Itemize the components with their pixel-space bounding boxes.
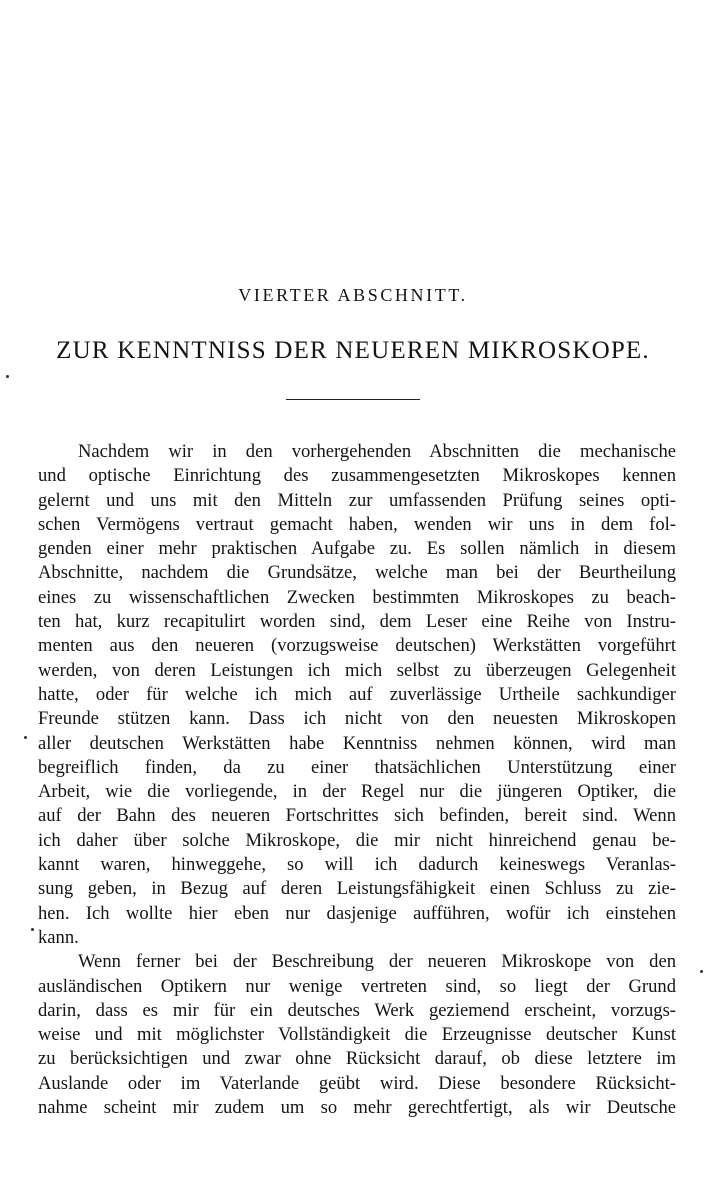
text-line: Freunde stützen kann. Dass ich nicht von den neuesten Mikroskopen [38,708,676,730]
text-line: auf der Bahn des neueren Fortschrittes sich befinden, bereit sind. Wenn [38,805,676,827]
text-line: eines zu wissenschaftlichen Zwecken bestimmten Mikroskopes zu beach- [38,586,676,608]
paragraph [38,950,676,1120]
text-line: hatte, oder für welche ich mich auf zuverlässige Urtheile sachkundiger [38,683,676,705]
text-line: aller deutschen Werkstätten habe Kenntniss nehmen können, wird man [38,732,676,754]
text-line: schen Vermögens vertraut gemacht haben, wenden wir uns in dem fol- [38,513,676,535]
text-line: Arbeit, wie die vorliegende, in der Regel nur die jüngeren Optiker, die [38,781,676,803]
scan-speck [24,736,27,739]
section-heading: VIERTER ABSCHNITT. [238,285,468,305]
scan-speck [6,375,9,378]
scan-speck [31,928,34,931]
text-line: menten aus den neueren (vorzugsweise deutschen) Werkstätten vorgeführt [38,635,676,657]
chapter-title: ZUR KENNTNISS DER NEUEREN MIKROSKOPE. [56,337,650,364]
text-line: genden einer mehr praktischen Aufgabe zu. Es sollen nämlich in diesem [38,538,676,560]
text-line: hen. Ich wollte hier eben nur dasjenige aufführen, wofür ich einstehen [38,902,676,924]
text-line: Auslande oder im Vaterlande geübt wird. Diese besondere Rücksicht- [38,1072,676,1094]
text-line: Abschnitte, nachdem die Grundsätze, welche man bei der Beurtheilung [38,562,676,584]
scan-speck [700,970,703,973]
text-line: ten hat, kurz recapitulirt worden sind, dem Leser eine Reihe von Instru- [38,611,676,633]
text-line: begreiflich finden, da zu einer thatsächlichen Unterstützung einer [38,756,676,778]
text-line: kann. [38,926,79,948]
text-line: darin, dass es mir für ein deutsches Werk geziemend erscheint, vorzugs- [38,999,676,1021]
title-divider [286,399,420,400]
text-line: Wenn ferner bei der Beschreibung der neueren Mikroskope von den [78,951,676,973]
text-line: kannt waren, hinweggehe, so will ich dadurch keineswegs Veranlas- [38,854,676,876]
text-line: weise und mit möglichster Vollständigkeit die Erzeugnisse deutscher Kunst [38,1024,676,1046]
text-line: sung geben, in Bezug auf deren Leistungsfähigkeit einen Schluss zu zie- [38,878,676,900]
text-line: ich daher über solche Mikroskope, die mir nicht hinreichend genau be- [38,829,676,851]
text-line: zu berücksichtigen und zwar ohne Rücksicht darauf, ob diese letztere im [38,1048,676,1070]
text-line: nahme scheint mir zudem um so mehr gerechtfertigt, als wir Deutsche [38,1097,676,1119]
text-line: gelernt und uns mit den Mitteln zur umfassenden Prüfung seines opti- [38,489,676,511]
text-line: und optische Einrichtung des zusammengesetzten Mikroskopes kennen [38,465,676,487]
text-line: werden, von deren Leistungen ich mich selbst zu überzeugen Gelegenheit [38,659,676,681]
paragraph [38,440,676,950]
text-line: Nachdem wir in den vorhergehenden Abschnitten die mechanische [78,441,676,462]
body-text [38,440,676,1120]
text-line: ausländischen Optikern nur wenige vertreten sind, so liegt der Grund [38,975,676,997]
